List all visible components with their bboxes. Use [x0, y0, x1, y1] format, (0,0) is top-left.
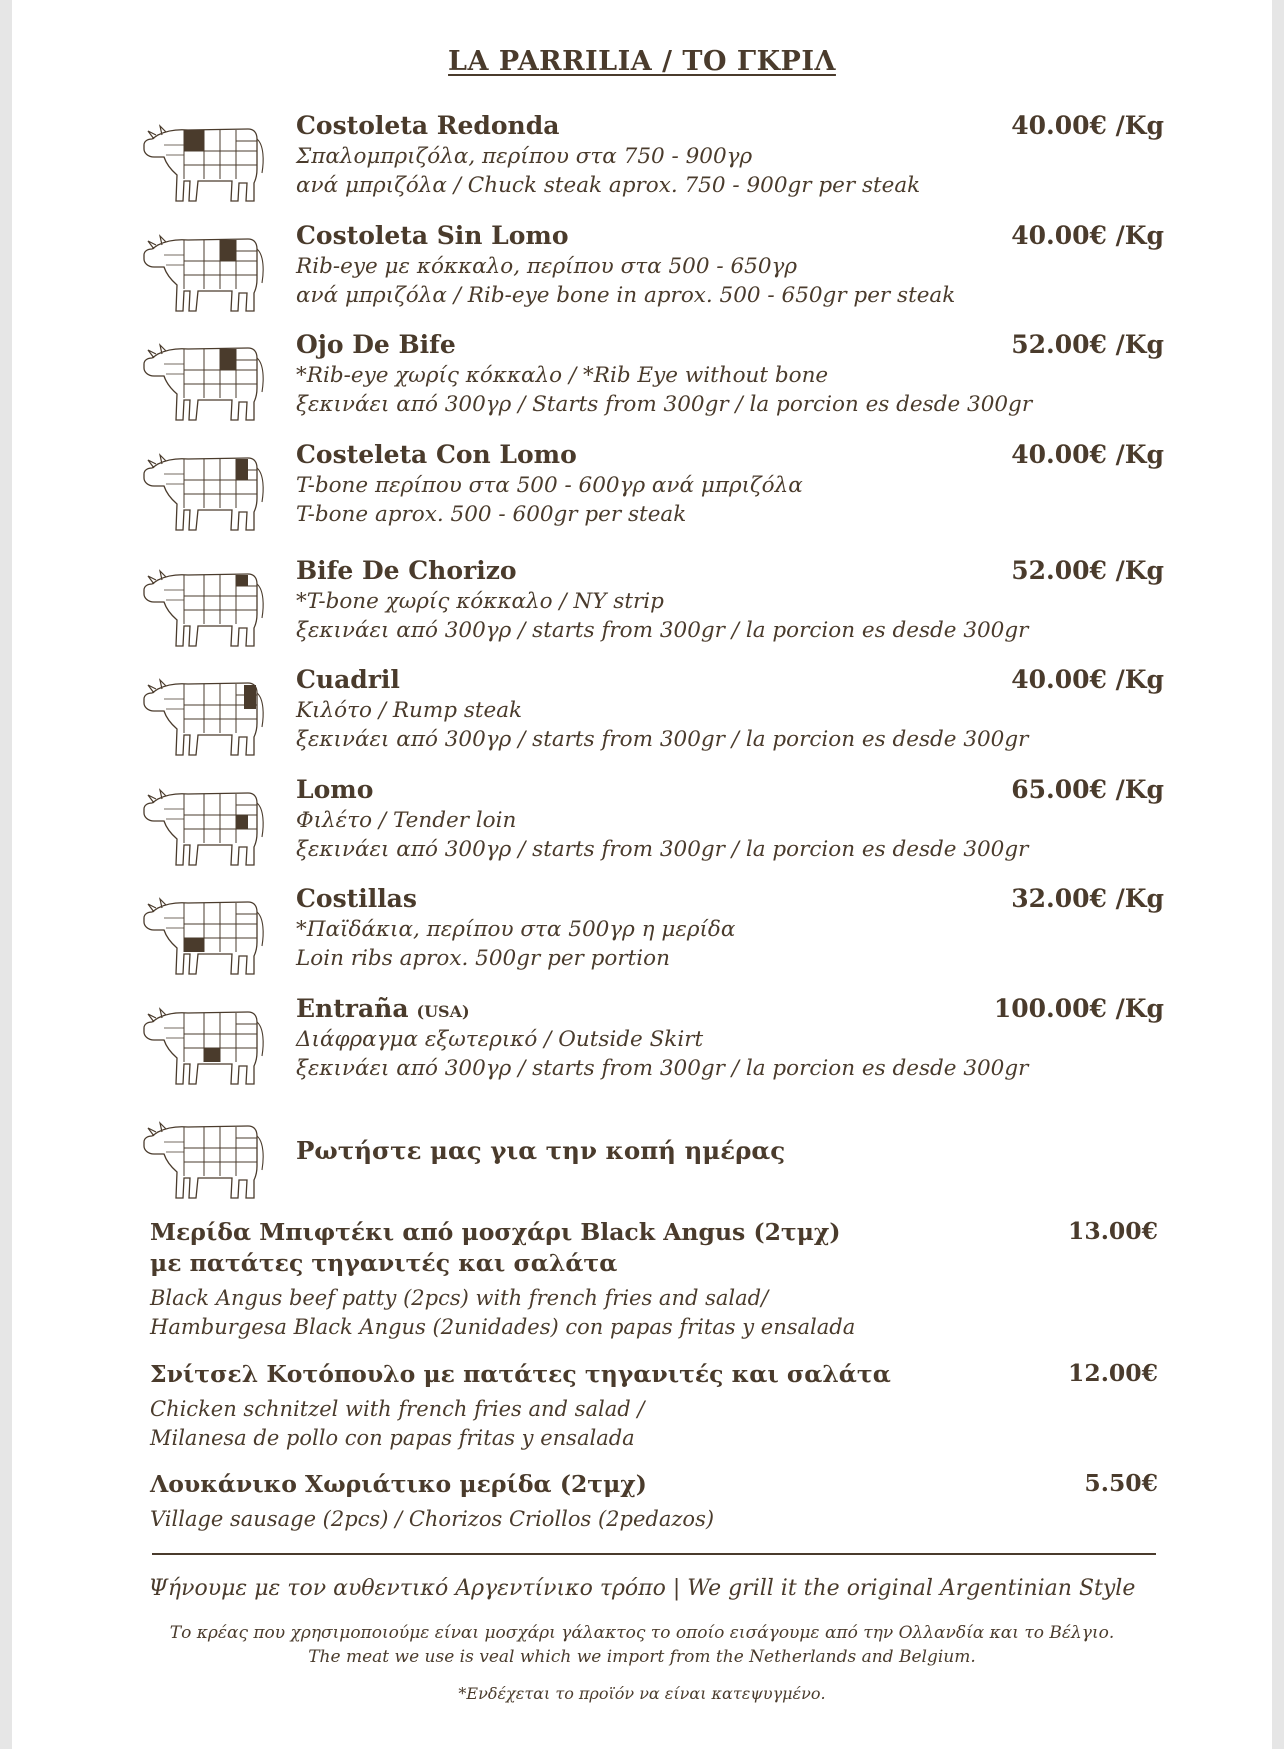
item-description: *Παϊδάκια, περίπου στα 500γρ η μερίδα: [296, 917, 736, 942]
footer-meat-note: [12, 1621, 1272, 1669]
menu-item-black-angus-patty: [150, 1217, 1158, 1342]
footer-disclaimer: *Ενδέχεται το προϊόν να είναι κατεψυγμένο.: [458, 1684, 826, 1703]
item-description: Village sausage (2pcs) / Chorizos Criollos (2pedazos): [150, 1507, 715, 1531]
item-description: Loin ribs aprox. 500gr per portion: [296, 946, 670, 971]
item-price: 32.00€ /Kg: [1011, 884, 1164, 913]
item-price: 5.50€: [1084, 1469, 1158, 1497]
menu-item-lomo: [136, 775, 1164, 871]
cut-of-the-day-label: Ρωτήστε μας για την κοπή ημέρας: [296, 1136, 786, 1165]
menu-item-village-sausage: [150, 1469, 1158, 1534]
cow-cut-diagram-icon: [136, 336, 266, 422]
item-description: Milanesa de pollo con papas fritas y ensalada: [150, 1426, 635, 1450]
item-name: Ojo De Bife: [296, 330, 456, 359]
item-description: ξεκινάει από 300γρ / starts from 300gr / la porcion es desde 300gr: [296, 837, 1029, 862]
menu-item-cut-of-the-day: [136, 1108, 1164, 1204]
menu-item-costillas: [136, 884, 1164, 980]
item-description: ξεκινάει από 300γρ / starts from 300gr / la porcion es desde 300gr: [296, 1056, 1029, 1081]
item-name: Costillas: [296, 884, 417, 913]
item-name: Bife De Chorizo: [296, 556, 517, 585]
item-description: ανά μπριζόλα / Rib-eye bone in aprox. 500 - 650gr per steak: [296, 283, 956, 308]
cow-cut-diagram-icon: [136, 117, 266, 203]
divider: [152, 1553, 1156, 1555]
item-name: Costoleta Redonda: [296, 111, 560, 140]
menu-item-bife-de-chorizo: [136, 556, 1164, 652]
footer-tagline: Ψήνουμε με τον αυθεντικό Αργεντίνικο τρόπο | We grill it the original Argentinian Style: [148, 1576, 1136, 1601]
cow-cut-diagram-icon: [136, 1000, 266, 1086]
cow-cut-diagram-icon: [136, 562, 266, 648]
item-description: ξεκινάει από 300γρ / Starts from 300gr / la porcion es desde 300gr: [296, 392, 1033, 417]
item-price: 52.00€ /Kg: [1011, 330, 1164, 359]
item-description: ξεκινάει από 300γρ / starts from 300gr / la porcion es desde 300gr: [296, 727, 1029, 752]
item-description: ξεκινάει από 300γρ / starts from 300gr / la porcion es desde 300gr: [296, 618, 1029, 643]
cow-cut-diagram-icon: [136, 781, 266, 867]
menu-item-chicken-schnitzel: [150, 1359, 1158, 1453]
item-description: Rib-eye με κόκκαλο, περίπου στα 500 - 650γρ: [296, 254, 797, 279]
cow-cut-diagram-icon: [136, 671, 266, 757]
cow-cut-diagram-icon: [136, 1114, 266, 1200]
item-price: 13.00€: [1068, 1217, 1158, 1245]
item-origin-tag: (USA): [416, 1002, 470, 1021]
item-name: Σνίτσελ Κοτόπουλο με πατάτες τηγανιτές και σαλάτα: [150, 1360, 891, 1388]
item-name: Μερίδα Μπιφτέκι από μοσχάρι Black Angus (2τμχ): [150, 1218, 841, 1246]
menu-item-costoleta-redonda: [136, 111, 1164, 207]
menu-item-ojo-de-bife: [136, 330, 1164, 426]
item-description: Κιλότο / Rump steak: [296, 698, 523, 723]
item-description: Chicken schnitzel with french fries and salad /: [150, 1397, 645, 1421]
item-description: ανά μπριζόλα / Chuck steak aprox. 750 - 900gr per steak: [296, 173, 921, 198]
item-price: 40.00€ /Kg: [1011, 665, 1164, 694]
cow-cut-diagram-icon: [136, 890, 266, 976]
item-description: Hamburgesa Black Angus (2unidades) con papas fritas y ensalada: [150, 1315, 856, 1339]
item-description: T-bone aprox. 500 - 600gr per steak: [296, 502, 687, 527]
menu-item-costeleta-con-lomo: [136, 440, 1164, 536]
menu-item-cuadril: [136, 665, 1164, 761]
menu-title: LA PARRILIA / ΤΟ ΓΚΡΙΛ: [448, 46, 836, 77]
item-description: Σπαλομπριζόλα, περίπου στα 750 - 900γρ: [296, 144, 753, 169]
menu-item-costoleta-sin-lomo: [136, 221, 1164, 317]
item-price: 40.00€ /Kg: [1011, 440, 1164, 469]
item-price: 40.00€ /Kg: [1011, 221, 1164, 250]
item-description: Διάφραγμα εξωτερικό / Outside Skirt: [296, 1027, 704, 1052]
item-description: *T-bone χωρίς κόκκαλο / NY strip: [296, 589, 664, 614]
item-name: Entraña (USA): [296, 994, 470, 1023]
item-name: Λουκάνικο Χωριάτικο μερίδα (2τμχ): [150, 1470, 647, 1498]
footer-note-english: The meat we use is veal which we import from the Netherlands and Belgium.: [308, 1647, 976, 1667]
item-price: 12.00€: [1068, 1359, 1158, 1387]
item-name: Lomo: [296, 775, 374, 804]
item-description: Φιλέτο / Tender loin: [296, 808, 517, 833]
item-price: 52.00€ /Kg: [1011, 556, 1164, 585]
item-description: T-bone περίπου στα 500 - 600γρ ανά μπριζόλα: [296, 473, 803, 498]
cow-cut-diagram-icon: [136, 446, 266, 532]
item-name: Cuadril: [296, 665, 400, 694]
menu-item-entrana: [136, 994, 1164, 1090]
cow-cut-diagram-icon: [136, 227, 266, 313]
item-description: Black Angus beef patty (2pcs) with french fries and salad/: [150, 1286, 769, 1310]
item-description: *Rib-eye χωρίς κόκκαλο / *Rib Eye without bone: [296, 363, 829, 388]
item-price: 100.00€ /Kg: [993, 994, 1164, 1023]
menu-page: [12, 0, 1272, 1749]
item-name: Costoleta Sin Lomo: [296, 221, 569, 250]
footer-note-greek: Το κρέας που χρησιμοποιούμε είναι μοσχάρι γάλακτος το οποίο εισάγουμε από την Ολλανδία και το Βέλγιο.: [169, 1623, 1115, 1643]
item-price: 40.00€ /Kg: [1011, 111, 1164, 140]
item-price: 65.00€ /Kg: [1011, 775, 1164, 804]
item-name: Costeleta Con Lomo: [296, 440, 577, 469]
item-name-continued: με πατάτες τηγανιτές και σαλάτα: [150, 1249, 618, 1277]
